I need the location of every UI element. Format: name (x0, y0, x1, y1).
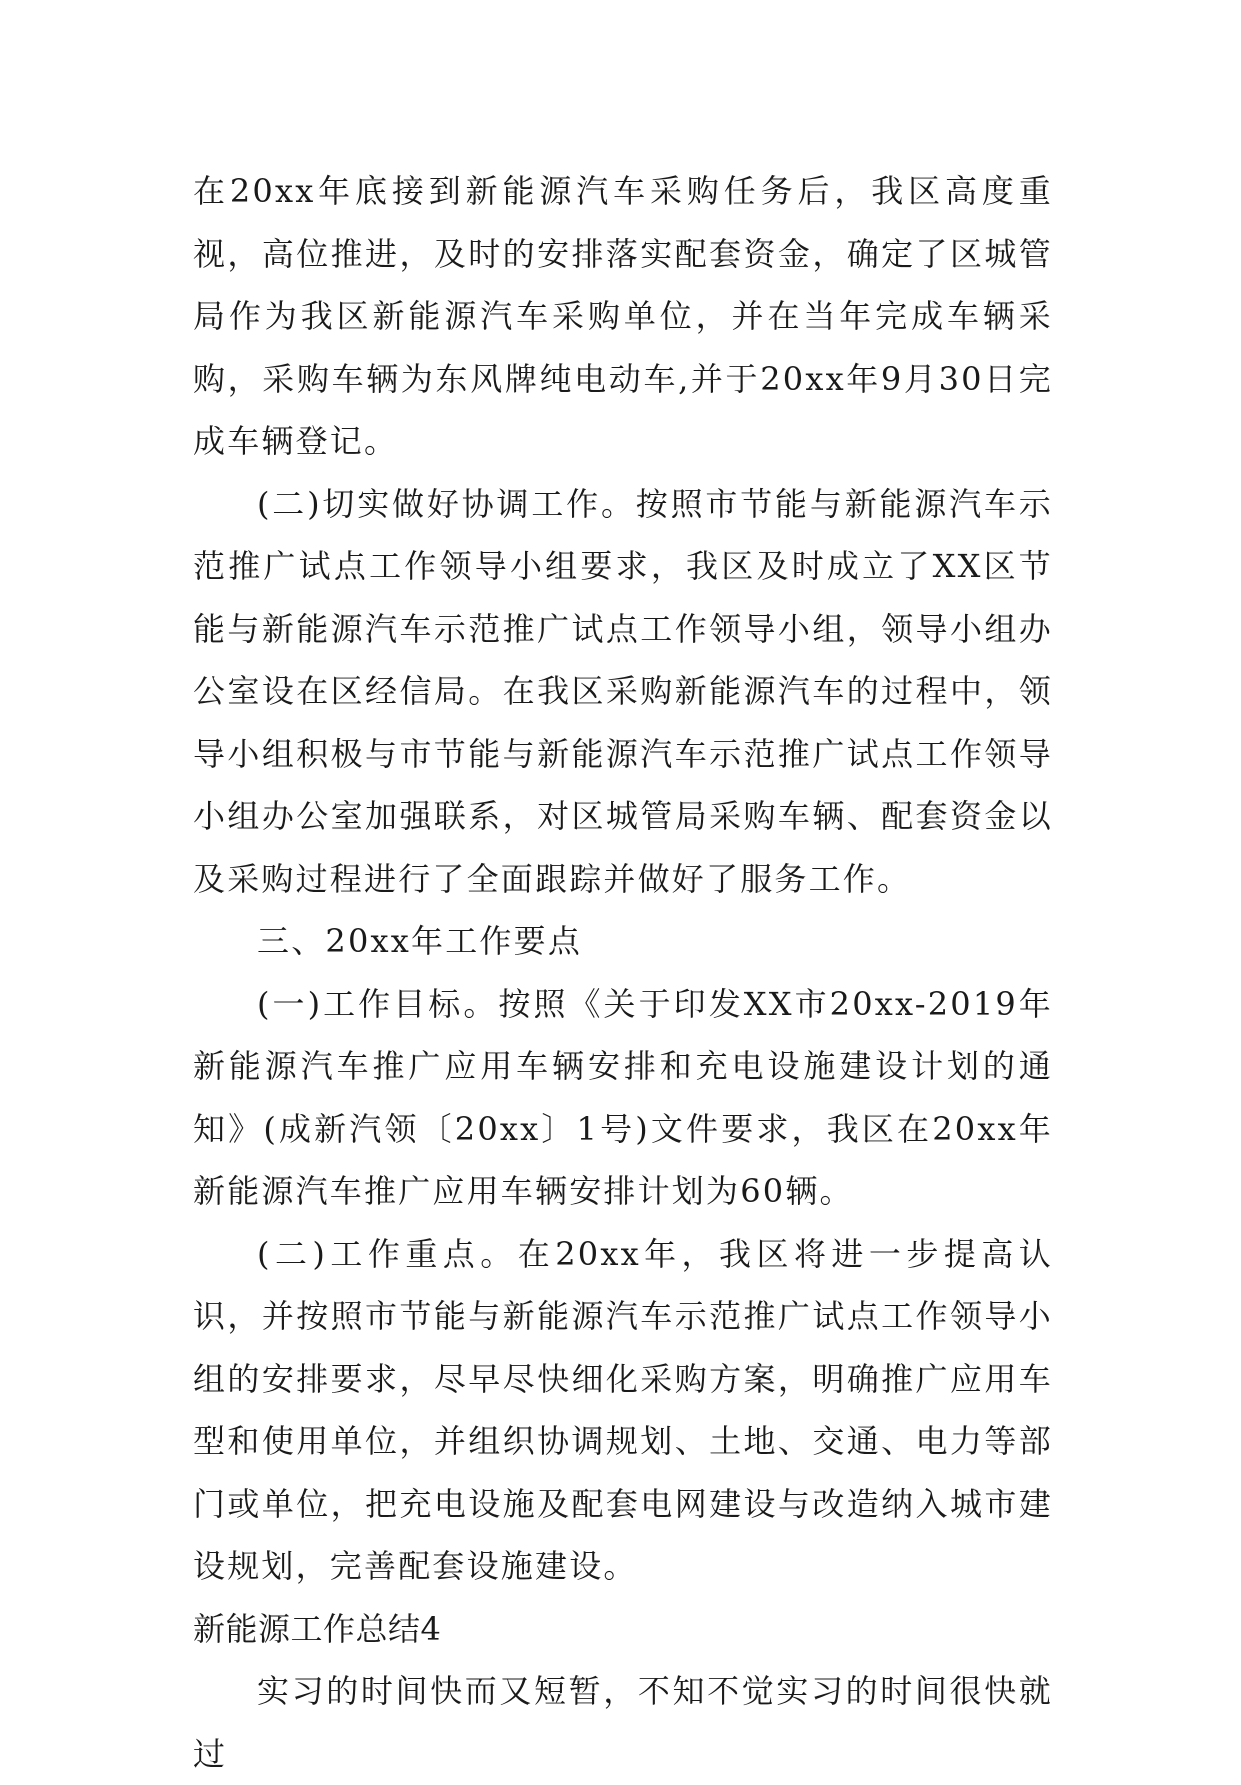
paragraph-internship-intro: 实习的时间快而又短暂，不知不觉实习的时间很快就过 (193, 1672, 1053, 1773)
document-title-summary-4: 新能源工作总结4 (193, 1609, 442, 1648)
section-heading-work-points: 三、20xx年工作要点 (257, 922, 583, 960)
paragraph-coordination-work: (二)切实做好协调工作。按照市节能与新能源汽车示范推广试点工作领导小组要求，我区及时成立了XX区节能与新能源汽车示范推广试点工作领导小组，领导小组办公室设在区经信局。在我区采购新能源汽车的过程中，领导小组积极与市节能与新能源汽车示范推广试点工作领导小组办公室加强联系，对区城管局采购车辆、配套资金以及采购过程进行了全面跟踪并做好了服务工作。 (193, 484, 1053, 898)
paragraph-work-focus: (二)工作重点。在20xx年，我区将进一步提高认识，并按照市节能与新能源汽车示范推广试点工作领导小组的安排要求，尽早尽快细化采购方案，明确推广应用车型和使用单位，并组织协调规划、土地、交通、电力等部门或单位，把充电设施及配套电网建设与改造纳入城市建设规划，完善配套设施建设。 (193, 1234, 1053, 1585)
paragraph-vehicle-procurement: 在20xx年底接到新能源汽车采购任务后，我区高度重视，高位推进，及时的安排落实配套资金，确定了区城管局作为我区新能源汽车采购单位，并在当年完成车辆采购，采购车辆为东风牌纯电动车,并于20xx年9月30日完成车辆登记。 (193, 172, 1053, 460)
document-body (193, 160, 1053, 1785)
paragraph-work-goals: (一)工作目标。按照《关于印发XX市20xx-2019年新能源汽车推广应用车辆安排和充电设施建设计划的通知》(成新汽领〔20xx〕1号)文件要求，我区在20xx年新能源汽车推广应用车辆安排计划为60辆。 (193, 984, 1053, 1210)
